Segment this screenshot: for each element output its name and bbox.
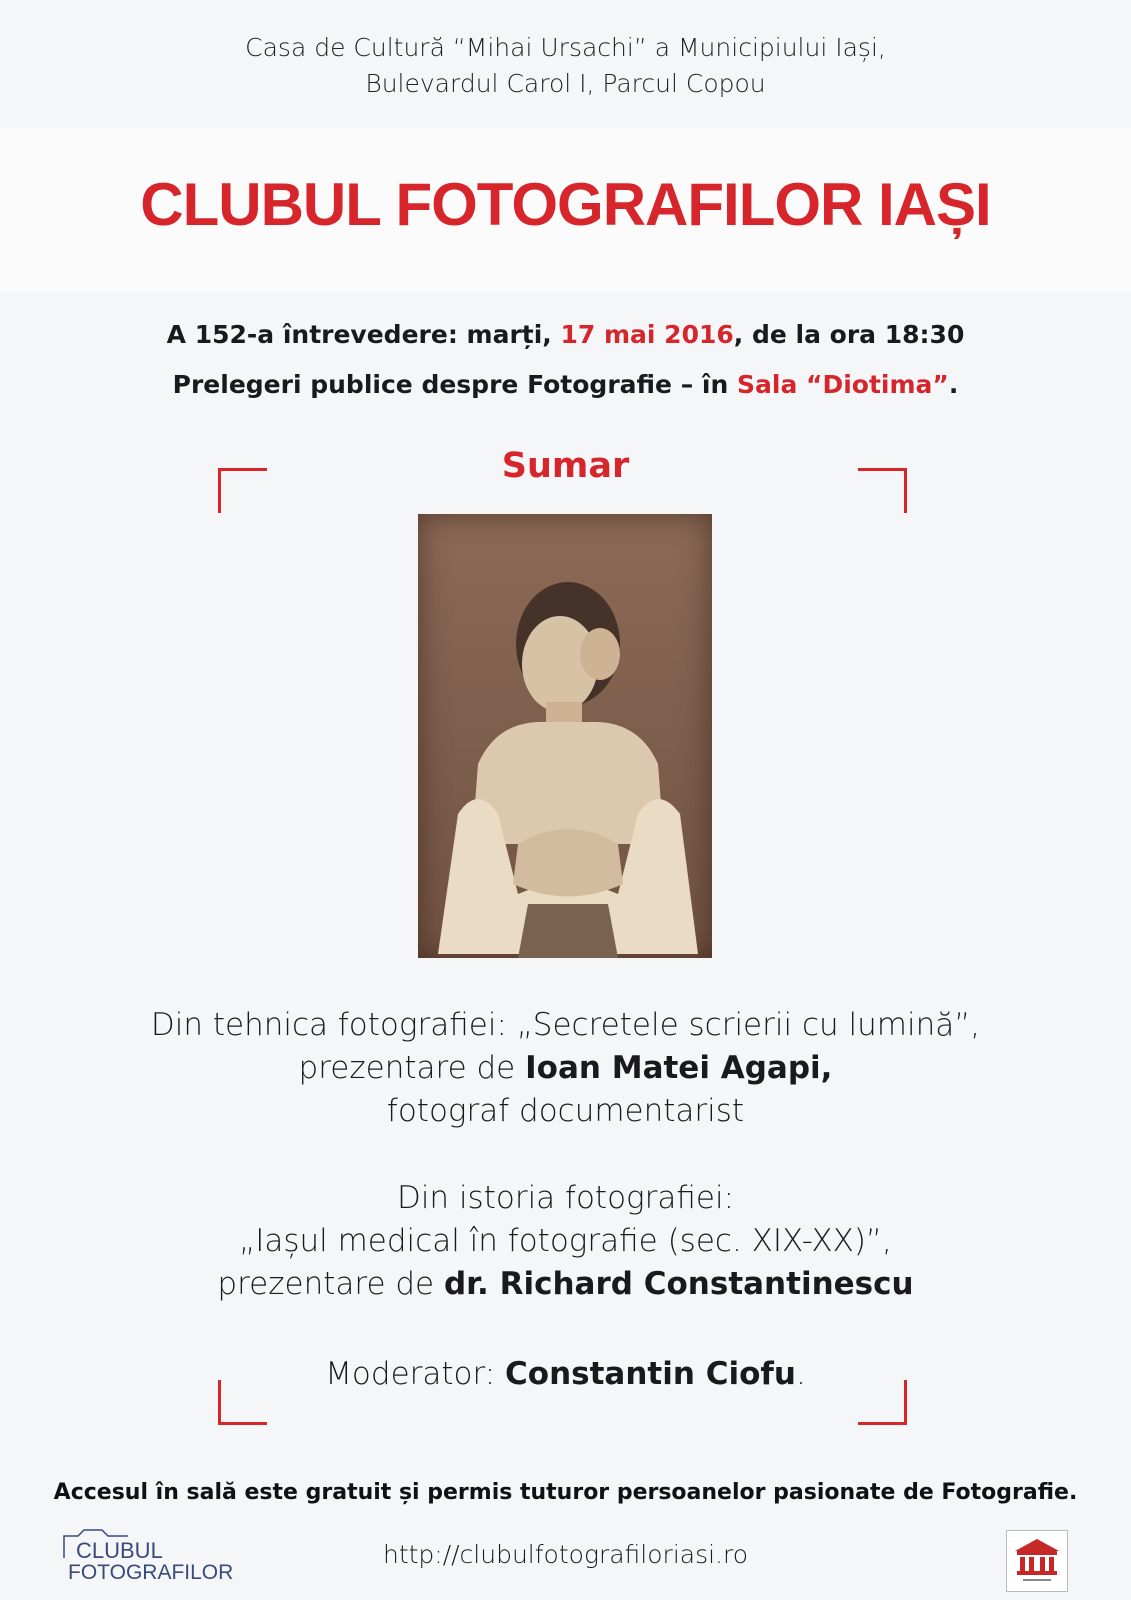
logo-line2: FOTOGRAFILOR: [68, 1561, 234, 1584]
talk-history-title: „Iașul medical în fotografie (sec. XIX-XX)”,: [239, 1223, 892, 1259]
summary-heading: Sumar: [501, 446, 630, 486]
presenter-prefix: prezentare de: [217, 1266, 444, 1302]
meeting-venue-line: [0, 370, 1131, 399]
access-note: Accesul în sală este gratuit și permis tuturor persoanelor pasionate de Fotografie.: [53, 1480, 1078, 1505]
moderator-line: [0, 1353, 1131, 1396]
moderator-name: Constantin Ciofu: [505, 1356, 796, 1392]
page-title: CLUBUL FOTOGRAFILOR IAȘI: [140, 171, 991, 238]
moderator-suffix: .: [795, 1356, 806, 1392]
moderator-prefix: Moderator:: [325, 1356, 506, 1392]
historical-photograph: [418, 514, 712, 958]
website-url[interactable]: http://clubulfotografiloriasi.ro: [382, 1540, 749, 1569]
meeting-info: [0, 320, 1131, 349]
presenter-prefix: prezentare de: [298, 1050, 526, 1086]
venue-suffix: .: [948, 370, 959, 399]
address-line2: Bulevardul Carol I, Parcul Copou: [365, 69, 766, 98]
talk-history: [0, 1177, 1131, 1306]
presenter-name: dr. Richard Constantinescu: [443, 1266, 914, 1302]
venue-prefix: Prelegeri publice despre Fotografie – în: [172, 370, 737, 399]
address-line1: Casa de Cultură “Mihai Ursachi” a Municipiului Iași,: [245, 33, 886, 62]
talk-history-presenter: [0, 1263, 1131, 1306]
meeting-date: 17 mai 2016: [560, 320, 734, 349]
frame-corner-top-right: [858, 468, 907, 513]
frame-corner-top-left: [218, 468, 267, 513]
talk-history-label: Din istoria fotografiei:: [396, 1180, 735, 1216]
talk-technique-presenter: [0, 1047, 1131, 1090]
culture-house-logo-icon: [1006, 1530, 1068, 1592]
meeting-time: , de la ora 18:30: [733, 320, 965, 349]
logo-line1: CLUBUL: [76, 1538, 163, 1563]
address: [0, 30, 1131, 102]
talk-technique: [0, 1004, 1131, 1133]
presenter-name: Ioan Matei Agapi,: [525, 1050, 833, 1086]
talk-technique-title: Din tehnica fotografiei: „Secretele scrierii cu lumină”,: [150, 1007, 981, 1043]
presenter-role: fotograf documentarist: [386, 1093, 745, 1129]
venue-name: Sala “Diotima”: [737, 370, 949, 399]
meeting-prefix: A 152-a întrevedere: marți,: [166, 320, 561, 349]
